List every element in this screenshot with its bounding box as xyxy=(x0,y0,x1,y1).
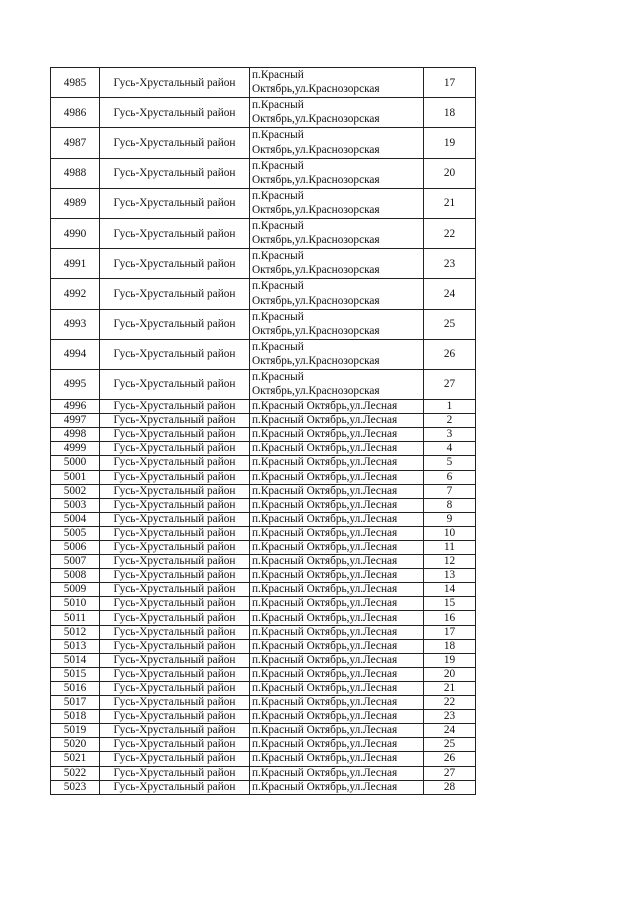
table-row xyxy=(51,597,476,611)
address-cell: п.Красный Октябрь,ул.Лесная xyxy=(250,428,424,442)
house-number-cell: 12 xyxy=(424,555,476,569)
house-number-cell: 2 xyxy=(424,414,476,428)
table-row xyxy=(51,470,476,484)
house-number-cell: 20 xyxy=(424,667,476,681)
house-number-cell: 14 xyxy=(424,583,476,597)
address-registry-table xyxy=(50,67,476,795)
record-number-cell: 5001 xyxy=(51,470,100,484)
table-row xyxy=(51,625,476,639)
record-number-cell: 5009 xyxy=(51,583,100,597)
address-cell: п.Красный Октябрь,ул.Краснозорская xyxy=(250,339,424,369)
district-cell: Гусь-Хрустальный район xyxy=(100,339,250,369)
district-cell: Гусь-Хрустальный район xyxy=(100,696,250,710)
address-cell: п.Красный Октябрь,ул.Лесная xyxy=(250,484,424,498)
record-number-cell: 5006 xyxy=(51,541,100,555)
table-row xyxy=(51,710,476,724)
address-cell: п.Красный Октябрь,ул.Лесная xyxy=(250,512,424,526)
house-number-cell: 28 xyxy=(424,780,476,794)
house-number-cell: 22 xyxy=(424,696,476,710)
address-cell: п.Красный Октябрь,ул.Лесная xyxy=(250,710,424,724)
table-row xyxy=(51,498,476,512)
record-number-cell: 5016 xyxy=(51,681,100,695)
table-row xyxy=(51,414,476,428)
address-cell: п.Красный Октябрь,ул.Лесная xyxy=(250,470,424,484)
district-cell: Гусь-Хрустальный район xyxy=(100,780,250,794)
district-cell: Гусь-Хрустальный район xyxy=(100,583,250,597)
record-number-cell: 4988 xyxy=(51,158,100,188)
table-row xyxy=(51,555,476,569)
table-row xyxy=(51,569,476,583)
record-number-cell: 4994 xyxy=(51,339,100,369)
district-cell: Гусь-Хрустальный район xyxy=(100,400,250,414)
house-number-cell: 10 xyxy=(424,526,476,540)
table-row xyxy=(51,738,476,752)
address-cell: п.Красный Октябрь,ул.Лесная xyxy=(250,724,424,738)
district-cell: Гусь-Хрустальный район xyxy=(100,218,250,248)
house-number-cell: 26 xyxy=(424,752,476,766)
address-cell: п.Красный Октябрь,ул.Лесная xyxy=(250,526,424,540)
address-cell: п.Красный Октябрь,ул.Краснозорская xyxy=(250,68,424,98)
house-number-cell: 11 xyxy=(424,541,476,555)
house-number-cell: 18 xyxy=(424,639,476,653)
district-cell: Гусь-Хрустальный район xyxy=(100,512,250,526)
record-number-cell: 5015 xyxy=(51,667,100,681)
district-cell: Гусь-Хрустальный район xyxy=(100,681,250,695)
address-cell: п.Красный Октябрь,ул.Лесная xyxy=(250,442,424,456)
address-cell: п.Красный Октябрь,ул.Краснозорская xyxy=(250,249,424,279)
address-cell: п.Красный Октябрь,ул.Лесная xyxy=(250,780,424,794)
record-number-cell: 5013 xyxy=(51,639,100,653)
table-row xyxy=(51,611,476,625)
district-cell: Гусь-Хрустальный район xyxy=(100,158,250,188)
house-number-cell: 27 xyxy=(424,369,476,399)
district-cell: Гусь-Хрустальный район xyxy=(100,428,250,442)
record-number-cell: 5023 xyxy=(51,780,100,794)
address-cell: п.Красный Октябрь,ул.Лесная xyxy=(250,625,424,639)
address-cell: п.Красный Октябрь,ул.Краснозорская xyxy=(250,128,424,158)
address-cell: п.Красный Октябрь,ул.Лесная xyxy=(250,696,424,710)
table-row xyxy=(51,456,476,470)
house-number-cell: 8 xyxy=(424,498,476,512)
district-cell: Гусь-Хрустальный район xyxy=(100,639,250,653)
house-number-cell: 26 xyxy=(424,339,476,369)
house-number-cell: 9 xyxy=(424,512,476,526)
table-row xyxy=(51,428,476,442)
district-cell: Гусь-Хрустальный район xyxy=(100,369,250,399)
record-number-cell: 5020 xyxy=(51,738,100,752)
table-row xyxy=(51,484,476,498)
record-number-cell: 5004 xyxy=(51,512,100,526)
address-cell: п.Красный Октябрь,ул.Лесная xyxy=(250,597,424,611)
address-cell: п.Красный Октябрь,ул.Лесная xyxy=(250,456,424,470)
table-row xyxy=(51,667,476,681)
district-cell: Гусь-Хрустальный район xyxy=(100,128,250,158)
district-cell: Гусь-Хрустальный район xyxy=(100,597,250,611)
house-number-cell: 24 xyxy=(424,724,476,738)
house-number-cell: 21 xyxy=(424,188,476,218)
district-cell: Гусь-Хрустальный район xyxy=(100,710,250,724)
address-cell: п.Красный Октябрь,ул.Лесная xyxy=(250,583,424,597)
house-number-cell: 25 xyxy=(424,309,476,339)
house-number-cell: 19 xyxy=(424,653,476,667)
district-cell: Гусь-Хрустальный район xyxy=(100,309,250,339)
address-cell: п.Красный Октябрь,ул.Краснозорская xyxy=(250,369,424,399)
table-row xyxy=(51,512,476,526)
house-number-cell: 27 xyxy=(424,766,476,780)
district-cell: Гусь-Хрустальный район xyxy=(100,653,250,667)
table-row xyxy=(51,653,476,667)
address-cell: п.Красный Октябрь,ул.Краснозорская xyxy=(250,98,424,128)
registry-table-body xyxy=(51,68,476,795)
address-cell: п.Красный Октябрь,ул.Лесная xyxy=(250,653,424,667)
address-cell: п.Красный Октябрь,ул.Лесная xyxy=(250,541,424,555)
house-number-cell: 24 xyxy=(424,279,476,309)
table-row xyxy=(51,98,476,128)
record-number-cell: 5018 xyxy=(51,710,100,724)
record-number-cell: 5011 xyxy=(51,611,100,625)
table-row xyxy=(51,541,476,555)
house-number-cell: 21 xyxy=(424,681,476,695)
table-row xyxy=(51,339,476,369)
record-number-cell: 4990 xyxy=(51,218,100,248)
district-cell: Гусь-Хрустальный район xyxy=(100,188,250,218)
district-cell: Гусь-Хрустальный район xyxy=(100,569,250,583)
district-cell: Гусь-Хрустальный район xyxy=(100,498,250,512)
house-number-cell: 7 xyxy=(424,484,476,498)
table-row xyxy=(51,309,476,339)
house-number-cell: 25 xyxy=(424,738,476,752)
district-cell: Гусь-Хрустальный район xyxy=(100,752,250,766)
address-cell: п.Красный Октябрь,ул.Лесная xyxy=(250,752,424,766)
address-cell: п.Красный Октябрь,ул.Лесная xyxy=(250,400,424,414)
address-cell: п.Красный Октябрь,ул.Лесная xyxy=(250,681,424,695)
record-number-cell: 4992 xyxy=(51,279,100,309)
record-number-cell: 5002 xyxy=(51,484,100,498)
table-row xyxy=(51,369,476,399)
district-cell: Гусь-Хрустальный район xyxy=(100,724,250,738)
record-number-cell: 4997 xyxy=(51,414,100,428)
record-number-cell: 5000 xyxy=(51,456,100,470)
table-row xyxy=(51,218,476,248)
address-cell: п.Красный Октябрь,ул.Лесная xyxy=(250,738,424,752)
house-number-cell: 20 xyxy=(424,158,476,188)
table-row xyxy=(51,681,476,695)
district-cell: Гусь-Хрустальный район xyxy=(100,98,250,128)
table-row xyxy=(51,780,476,794)
record-number-cell: 4999 xyxy=(51,442,100,456)
house-number-cell: 13 xyxy=(424,569,476,583)
house-number-cell: 4 xyxy=(424,442,476,456)
district-cell: Гусь-Хрустальный район xyxy=(100,625,250,639)
house-number-cell: 16 xyxy=(424,611,476,625)
house-number-cell: 18 xyxy=(424,98,476,128)
district-cell: Гусь-Хрустальный район xyxy=(100,470,250,484)
record-number-cell: 4991 xyxy=(51,249,100,279)
house-number-cell: 6 xyxy=(424,470,476,484)
table-row xyxy=(51,400,476,414)
record-number-cell: 4995 xyxy=(51,369,100,399)
house-number-cell: 1 xyxy=(424,400,476,414)
district-cell: Гусь-Хрустальный район xyxy=(100,526,250,540)
table-row xyxy=(51,583,476,597)
table-row xyxy=(51,279,476,309)
district-cell: Гусь-Хрустальный район xyxy=(100,667,250,681)
table-row xyxy=(51,526,476,540)
address-cell: п.Красный Октябрь,ул.Краснозорская xyxy=(250,188,424,218)
district-cell: Гусь-Хрустальный район xyxy=(100,249,250,279)
record-number-cell: 4998 xyxy=(51,428,100,442)
record-number-cell: 5010 xyxy=(51,597,100,611)
district-cell: Гусь-Хрустальный район xyxy=(100,456,250,470)
district-cell: Гусь-Хрустальный район xyxy=(100,766,250,780)
district-cell: Гусь-Хрустальный район xyxy=(100,442,250,456)
record-number-cell: 5007 xyxy=(51,555,100,569)
district-cell: Гусь-Хрустальный район xyxy=(100,414,250,428)
district-cell: Гусь-Хрустальный район xyxy=(100,555,250,569)
table-row xyxy=(51,766,476,780)
table-row xyxy=(51,188,476,218)
record-number-cell: 5019 xyxy=(51,724,100,738)
house-number-cell: 17 xyxy=(424,68,476,98)
house-number-cell: 22 xyxy=(424,218,476,248)
record-number-cell: 5017 xyxy=(51,696,100,710)
record-number-cell: 4987 xyxy=(51,128,100,158)
house-number-cell: 5 xyxy=(424,456,476,470)
address-cell: п.Красный Октябрь,ул.Краснозорская xyxy=(250,218,424,248)
house-number-cell: 15 xyxy=(424,597,476,611)
house-number-cell: 23 xyxy=(424,710,476,724)
table-row xyxy=(51,639,476,653)
record-number-cell: 5008 xyxy=(51,569,100,583)
address-cell: п.Красный Октябрь,ул.Лесная xyxy=(250,766,424,780)
address-cell: п.Красный Октябрь,ул.Лесная xyxy=(250,639,424,653)
record-number-cell: 4993 xyxy=(51,309,100,339)
record-number-cell: 5014 xyxy=(51,653,100,667)
address-cell: п.Красный Октябрь,ул.Краснозорская xyxy=(250,309,424,339)
district-cell: Гусь-Хрустальный район xyxy=(100,484,250,498)
address-cell: п.Красный Октябрь,ул.Лесная xyxy=(250,555,424,569)
district-cell: Гусь-Хрустальный район xyxy=(100,611,250,625)
district-cell: Гусь-Хрустальный район xyxy=(100,68,250,98)
table-row xyxy=(51,696,476,710)
record-number-cell: 4989 xyxy=(51,188,100,218)
record-number-cell: 5022 xyxy=(51,766,100,780)
address-cell: п.Красный Октябрь,ул.Краснозорская xyxy=(250,158,424,188)
district-cell: Гусь-Хрустальный район xyxy=(100,738,250,752)
address-cell: п.Красный Октябрь,ул.Лесная xyxy=(250,611,424,625)
address-cell: п.Красный Октябрь,ул.Лесная xyxy=(250,667,424,681)
address-cell: п.Красный Октябрь,ул.Лесная xyxy=(250,498,424,512)
address-cell: п.Красный Октябрь,ул.Лесная xyxy=(250,569,424,583)
table-row xyxy=(51,68,476,98)
house-number-cell: 23 xyxy=(424,249,476,279)
address-cell: п.Красный Октябрь,ул.Лесная xyxy=(250,414,424,428)
table-row xyxy=(51,724,476,738)
table-row xyxy=(51,442,476,456)
table-row xyxy=(51,158,476,188)
address-cell: п.Красный Октябрь,ул.Краснозорская xyxy=(250,279,424,309)
table-row xyxy=(51,128,476,158)
district-cell: Гусь-Хрустальный район xyxy=(100,279,250,309)
table-row xyxy=(51,752,476,766)
record-number-cell: 5021 xyxy=(51,752,100,766)
record-number-cell: 4985 xyxy=(51,68,100,98)
record-number-cell: 5005 xyxy=(51,526,100,540)
district-cell: Гусь-Хрустальный район xyxy=(100,541,250,555)
table-row xyxy=(51,249,476,279)
record-number-cell: 4986 xyxy=(51,98,100,128)
house-number-cell: 19 xyxy=(424,128,476,158)
record-number-cell: 4996 xyxy=(51,400,100,414)
house-number-cell: 17 xyxy=(424,625,476,639)
record-number-cell: 5012 xyxy=(51,625,100,639)
house-number-cell: 3 xyxy=(424,428,476,442)
record-number-cell: 5003 xyxy=(51,498,100,512)
